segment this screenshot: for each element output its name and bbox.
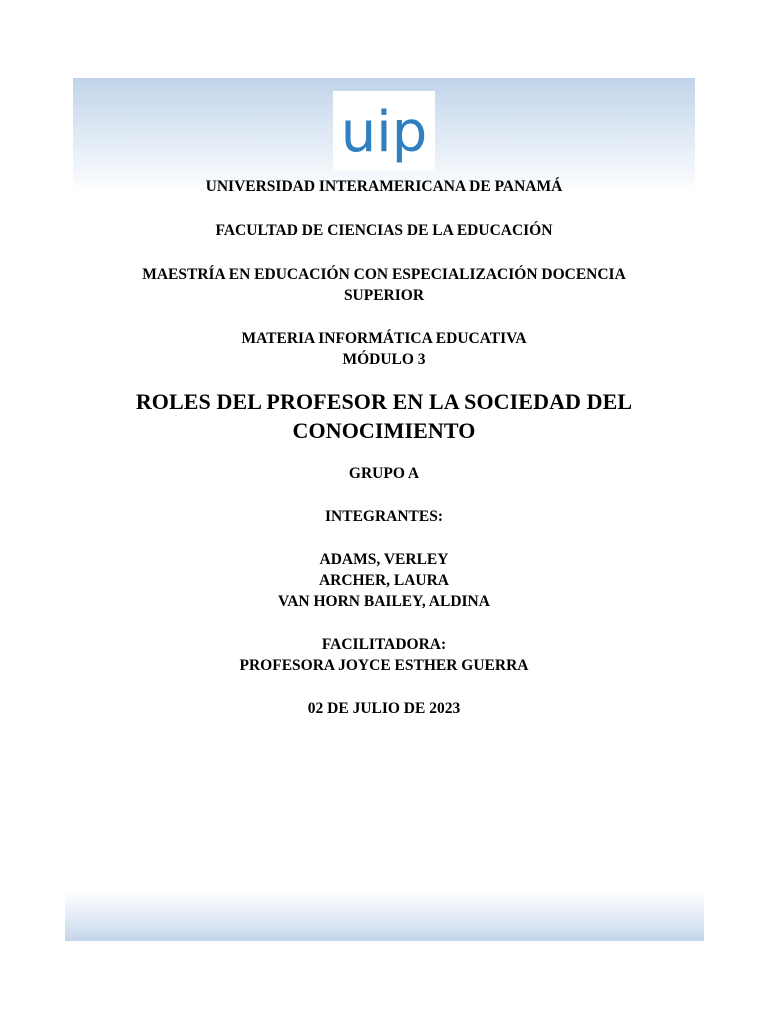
member-name: VAN HORN BAILEY, ALDINA <box>278 593 490 610</box>
facilitator-heading: FACILITADORA: <box>321 636 447 653</box>
subject-name: MATERIA INFORMÁTICA EDUCATIVA <box>241 330 527 347</box>
module-name: MÓDULO 3 <box>342 351 426 368</box>
document-title-line-2: CONOCIMIENTO <box>292 418 476 443</box>
document-title-line-1: ROLES DEL PROFESOR EN LA SOCIEDAD DEL <box>135 389 633 414</box>
uip-logo-text: uip <box>340 100 428 165</box>
cover-content <box>73 176 695 719</box>
program-line-1: MAESTRÍA EN EDUCACIÓN CON ESPECIALIZACIÓN DOCENCIA <box>142 266 626 283</box>
member-name: ARCHER, LAURA <box>318 572 450 589</box>
group-label: GRUPO A <box>348 465 420 482</box>
uip-logo-graphic <box>333 91 435 171</box>
footer-gradient-band <box>65 890 704 941</box>
university-name: UNIVERSIDAD INTERAMERICANA DE PANAMÁ <box>205 178 563 195</box>
faculty-name: FACULTAD DE CIENCIAS DE LA EDUCACIÓN <box>215 222 553 239</box>
members-heading: INTEGRANTES: <box>325 508 443 525</box>
document-date: 02 DE JULIO DE 2023 <box>307 700 461 717</box>
uip-logo <box>333 91 435 171</box>
program-line-2: SUPERIOR <box>343 287 425 304</box>
member-name: ADAMS, VERLEY <box>319 551 449 568</box>
facilitator-name: PROFESORA JOYCE ESTHER GUERRA <box>239 657 529 674</box>
